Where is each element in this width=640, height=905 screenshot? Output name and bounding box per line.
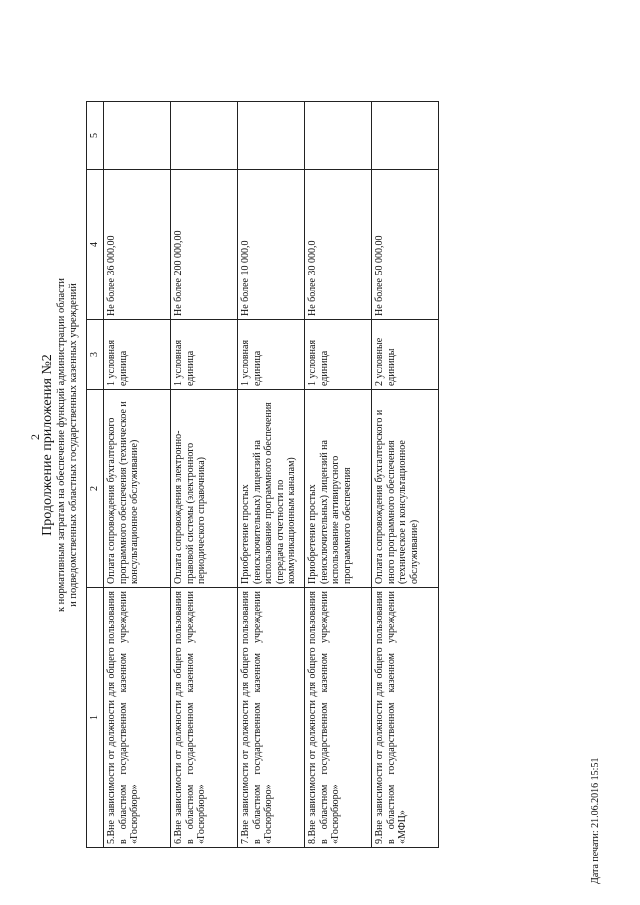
empty-cell <box>305 102 372 170</box>
service-cell: Оплата сопровождения бухгалтерского и иного программного обеспечения (техническое и консультационное обслуживание) <box>372 390 439 588</box>
position-cell: 8.Вне зависимости от должности для общего пользования в областном государственном казенном учреждении «Госюрбюро» <box>305 588 372 848</box>
price-cell: Не более 200 000,00 <box>171 170 238 320</box>
table-row <box>372 102 439 848</box>
empty-cell <box>238 102 305 170</box>
column-number: 2 <box>87 390 104 588</box>
table-row <box>238 102 305 848</box>
quantity-cell: 2 условные единицы <box>372 320 439 390</box>
empty-cell <box>171 102 238 170</box>
column-number: 1 <box>87 588 104 848</box>
service-cell: Оплата сопровождения электронно-правовой системы (электронного периодического справочника) <box>171 390 238 588</box>
header-subtitle-line1: к нормативным затратам на обеспечение функций администрации области <box>56 277 67 613</box>
cost-norms-table <box>86 101 439 848</box>
quantity-cell: 1 условная единица <box>104 320 171 390</box>
column-number-row <box>87 102 104 848</box>
table-row <box>171 102 238 848</box>
column-number: 3 <box>87 320 104 390</box>
service-cell: Приобретение простых (неисключительных) лицензий на использование антивирусного программного обеспечения <box>305 390 372 588</box>
empty-cell <box>104 102 171 170</box>
quantity-cell: 1 условная единица <box>238 320 305 390</box>
header-subtitle-line2: и подведомственных областных государственных казенных учреждений <box>68 283 79 607</box>
price-cell: Не более 30 000,0 <box>305 170 372 320</box>
position-cell: 7.Вне зависимости от должности для общего пользования в областном государственном казенном учреждении «Госюрбюро» <box>238 588 305 848</box>
position-cell: 5.Вне зависимости от должности для общего пользования в областном государственном казенном учреждении «Госюрбюро» <box>104 588 171 848</box>
position-cell: 9.Вне зависимости от должности для общего пользования в областном государственном казенном учреждении «МФЦ» <box>372 588 439 848</box>
table-row <box>305 102 372 848</box>
table-row <box>104 102 171 848</box>
column-number: 5 <box>87 102 104 170</box>
quantity-cell: 1 условная единица <box>171 320 238 390</box>
price-cell: Не более 36 000,00 <box>104 170 171 320</box>
service-cell: Приобретение простых (неисключительных) лицензий на использование программного обеспечения (передача отчетности по коммуникационным каналам) <box>238 390 305 588</box>
header-title: Продолжение приложения №2 <box>40 354 55 536</box>
page-number: 2 <box>28 434 42 440</box>
rotated-page-content <box>38 30 598 860</box>
price-cell: Не более 10 000,0 <box>238 170 305 320</box>
service-cell: Оплата сопровождения бухгалтерского программного обеспечения (техническое и консультационное обслуживание) <box>104 390 171 588</box>
position-cell: 6.Вне зависимости от должности для общего пользования в областном государственном казенном учреждении «Госюрбюро» <box>171 588 238 848</box>
price-cell: Не более 50 000,00 <box>372 170 439 320</box>
quantity-cell: 1 условная единица <box>305 320 372 390</box>
column-number: 4 <box>87 170 104 320</box>
print-date: Дата печати: 21.06.2016 15:51 <box>590 757 601 884</box>
document-header <box>40 30 80 860</box>
empty-cell <box>372 102 439 170</box>
